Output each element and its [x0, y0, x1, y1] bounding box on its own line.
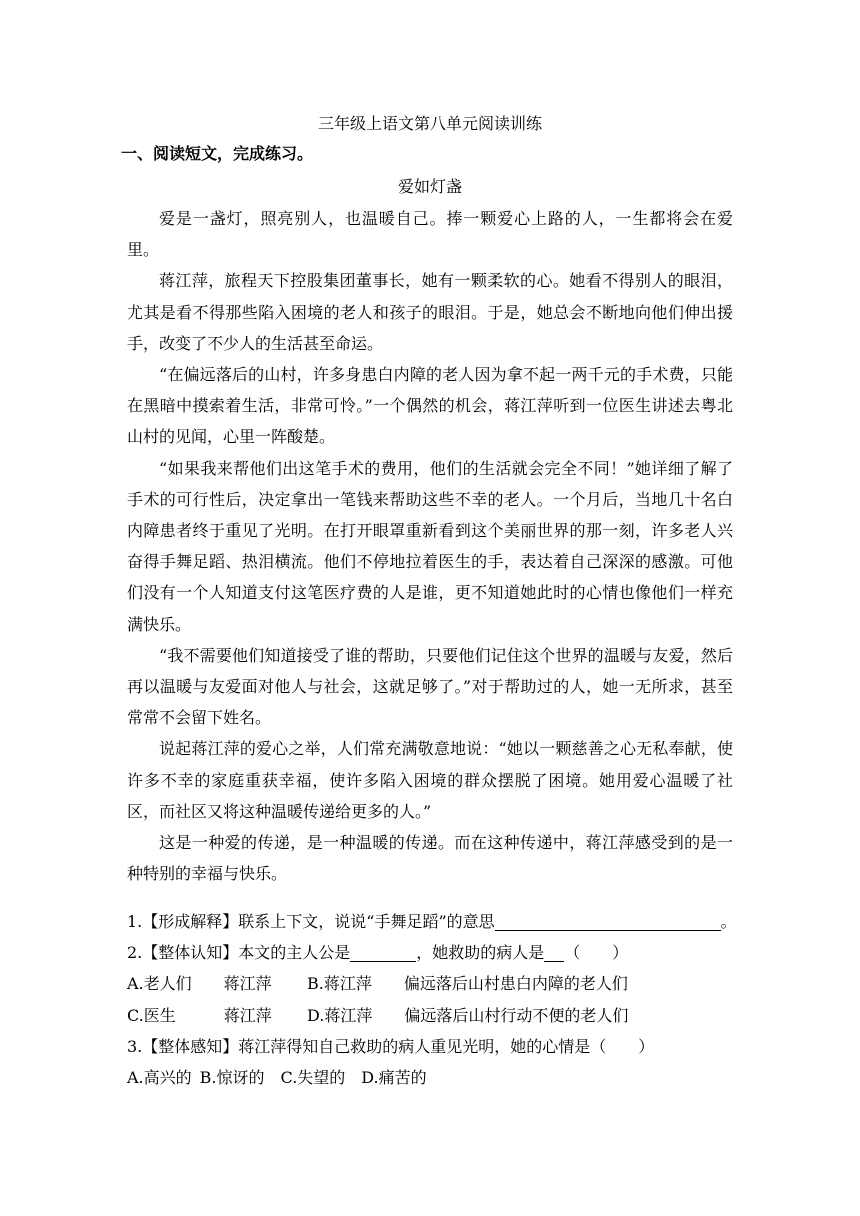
question-3-text: 3.【整体感知】蒋江萍得知自己救助的病人重见光明，她的心情是（ ）: [127, 1036, 655, 1056]
section-heading: 一、阅读短文，完成练习。: [121, 144, 314, 163]
passage-paragraph: “在偏远落后的山村，许多身患白内障的老人因为拿不起一两千元的手术费，只能在黑暗中摸索着生活，非常可怜。”一个偶然的机会，蒋江萍听到一位医生讲述去粤北山村的见闻，心里一阵酸楚。: [127, 365, 733, 447]
passage-paragraph: 蒋江萍，旅程天下控股集团董事长，她有一颗柔软的心。她看不得别人的眼泪，尤其是看不得那些陷入困境的老人和孩子的眼泪。于是，她总会不断地向他们伸出援手，改变了不少人的生活甚至命运。: [127, 271, 733, 353]
question-2-patient-blank[interactable]: [544, 943, 564, 962]
question-2-paren[interactable]: （ ）: [564, 943, 629, 963]
question-3: [127, 1031, 767, 1062]
passage-title: 爱如灯盏: [397, 177, 462, 196]
question-1: [127, 906, 767, 937]
question-2-options-row: [127, 1000, 767, 1031]
question-2-option-b[interactable]: B.蒋江萍 偏远落后山村患白内障的老人们: [307, 974, 628, 994]
question-3-option-a[interactable]: A.高兴的: [127, 1068, 192, 1088]
question-3-options-row: [127, 1062, 767, 1093]
question-3-option-d[interactable]: D.痛苦的: [361, 1068, 427, 1088]
passage-body: [127, 203, 733, 889]
passage-paragraph: 这是一种爱的传递，是一种温暖的传递。而在这种传递中，蒋江萍感受到的是一种特别的幸福与快乐。: [127, 833, 733, 884]
question-2-option-a[interactable]: A.老人们 蒋江萍: [127, 974, 272, 994]
question-3-option-b[interactable]: B.惊讶的: [199, 1068, 265, 1088]
question-1-answer-blank[interactable]: [495, 912, 721, 931]
questions-section: [127, 906, 767, 1093]
question-1-text: 1.【形成解释】联系上下文，说说“手舞足蹈”的意思: [127, 912, 495, 931]
question-2: [127, 937, 767, 968]
question-2-protagonist-blank[interactable]: [350, 943, 416, 962]
question-1-end: 。: [720, 912, 737, 931]
question-3-option-c[interactable]: C.失望的: [280, 1068, 346, 1088]
question-2-options-row: [127, 968, 767, 999]
passage-paragraph: “如果我来帮他们出这笔手术的费用，他们的生活就会完全不同！”她详细了解了手术的可行性后，决定拿出一笔钱来帮助这些不幸的老人。一个月后，当地几十名白内障患者终于重见了光明。在打开眼罩重新看到这个美丽世界的那一刻，许多老人兴奋得手舞足蹈、热泪横流。他们不停地拉着医生的手，表达着自己深深的感激。可他们没有一个人知道支付这笔医疗费的人是谁，更不知道她此时的心情也像他们一样充满快乐。: [127, 458, 733, 634]
question-2-option-c[interactable]: C.医生 蒋江萍: [127, 1005, 272, 1025]
question-2-text-b: ，她救助的病人是: [416, 943, 545, 963]
passage-paragraph: 爱是一盏灯，照亮别人，也温暖自己。捧一颗爱心上路的人，一生都将会在爱里。: [127, 209, 733, 260]
question-2-option-d[interactable]: D.蒋江萍 偏远落后山村行动不便的老人们: [307, 1005, 629, 1025]
passage-paragraph: “我不需要他们知道接受了谁的帮助，只要他们记住这个世界的温暖与友爱，然后再以温暖与友爱面对他人与社会，这就足够了。”对于帮助过的人，她一无所求，甚至常常不会留下姓名。: [127, 645, 733, 728]
document-title: 三年级上语文第八单元阅读训练: [317, 114, 542, 133]
question-2-text-a: 2.【整体认知】本文的主人公是: [127, 943, 351, 963]
passage-paragraph: 说起蒋江萍的爱心之举，人们常充满敬意地说：“她以一颗慈善之心无私奉献，使许多不幸的家庭重获幸福，使许多陷入困境的群众摆脱了困境。她用爱心温暖了社区，而社区又将这种温暖传递给更多的人。”: [127, 739, 733, 821]
